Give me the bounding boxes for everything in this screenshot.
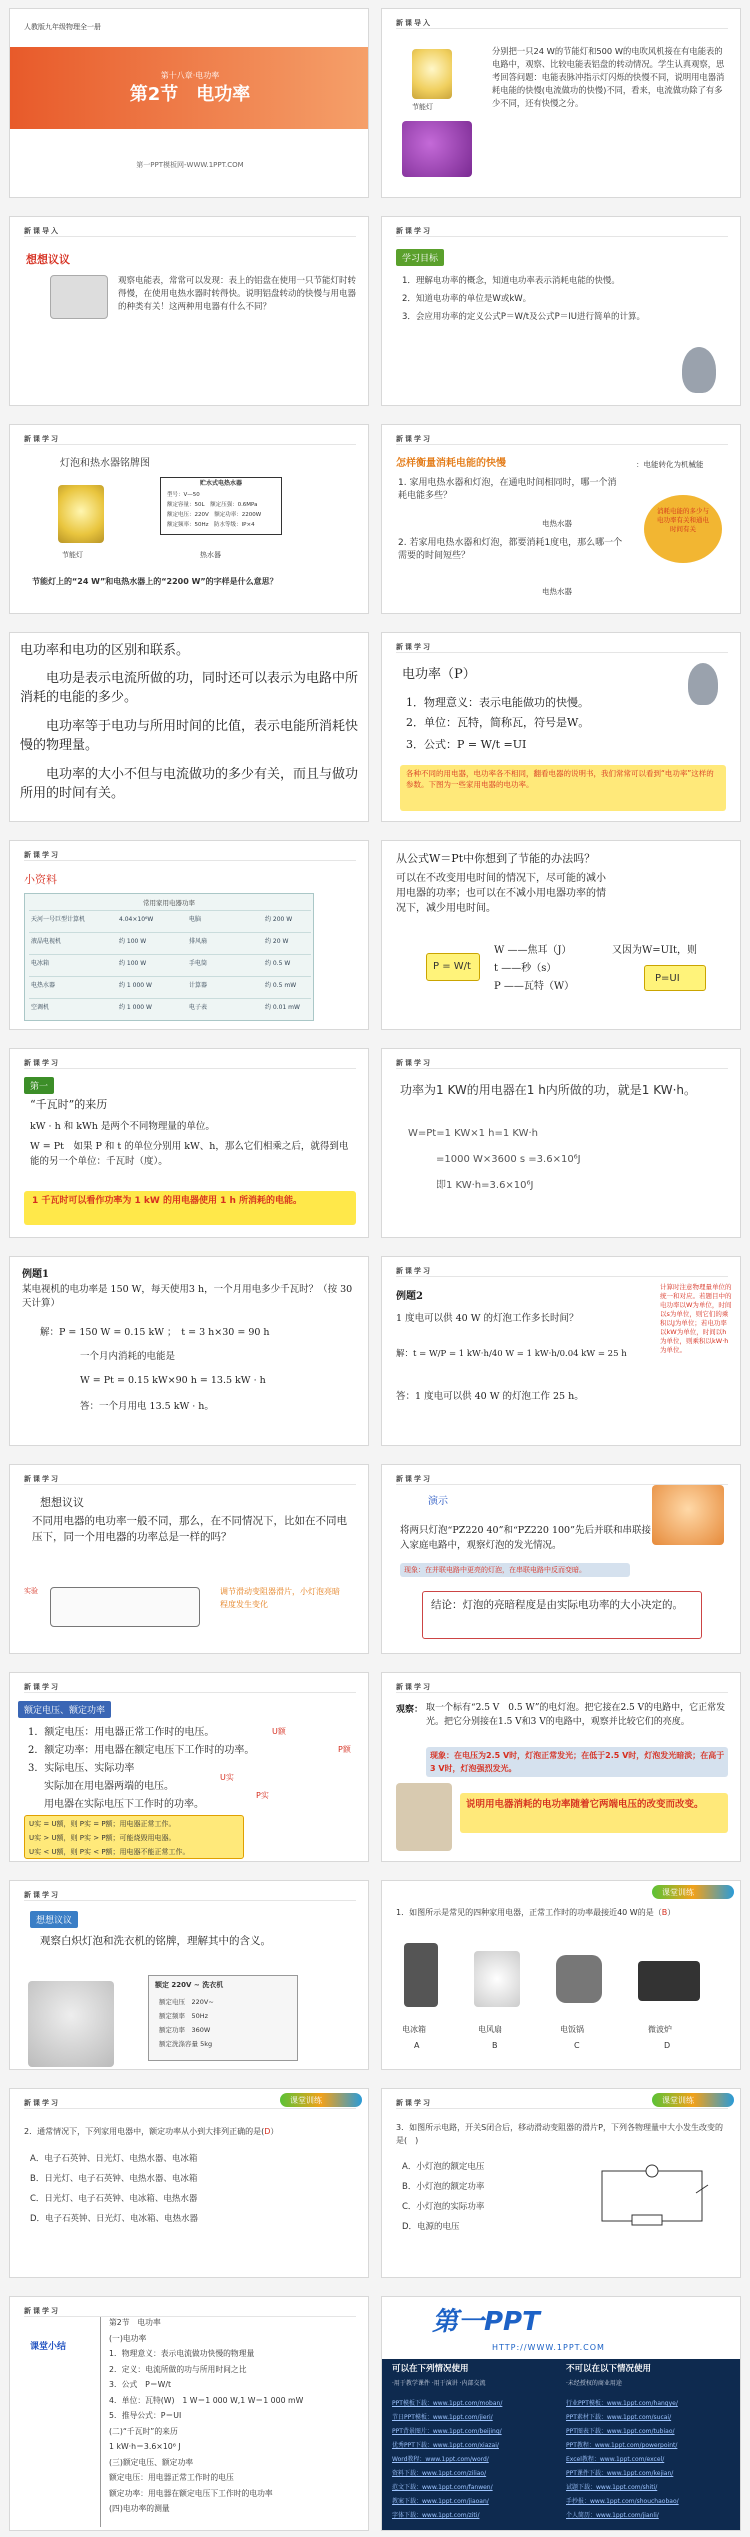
slide-header: 新课学习 — [24, 1059, 60, 1067]
practice3-option: B．小灯泡的额定功率 — [402, 2182, 485, 2192]
slide-practice-2 — [9, 2088, 369, 2278]
option-label: 电风扇 — [478, 2025, 502, 2034]
table-title: 常用家用电器功率 — [143, 899, 195, 907]
summary-line: 1 kW·h＝3.6×10⁶ J — [109, 2442, 181, 2451]
summary-line: 1．物理意义：表示电流做功快慢的物理量 — [109, 2349, 255, 2358]
example1-step2: 一个月内消耗的电能是 — [80, 1351, 176, 1362]
fan-image — [474, 1951, 520, 2007]
resource-link[interactable]: PPT教程：www.1ppt.com/powerpoint/ — [566, 2442, 678, 2449]
discuss-title: 想想议议 — [40, 1496, 84, 1509]
microwave-image — [638, 1961, 700, 2001]
table-row — [29, 932, 311, 952]
usage-forbidden: ·未经授权的商业用途 — [566, 2380, 622, 2387]
also-text: 又因为W=UIt，则 — [612, 945, 698, 956]
plate-line: 额定电压：220V 额定功率：2200W — [167, 512, 262, 518]
student-image — [652, 1485, 724, 1545]
slide-discuss — [9, 1464, 369, 1654]
u-actual-symbol: U实 — [220, 1773, 234, 1782]
slide-header: 新课导入 — [24, 227, 60, 235]
slide-observe — [381, 1672, 741, 1862]
demo-result-box — [400, 1563, 630, 1577]
usage-allowed-title: 可以在下列情况使用 — [392, 2364, 469, 2374]
slide-save-energy — [381, 840, 741, 1030]
slide-compare — [9, 632, 369, 822]
example1-answer: 答：一个月用电 13.5 kW · h。 — [80, 1401, 214, 1412]
plate-line: 额定容量：50L 额定压强：0.6MPa — [167, 502, 258, 508]
power-note: 各种不同的用电器，电功率各不相同，翻看电器的说明书，我们常常可以看到“电功率”这样的参数。下图为一些家用电器的电功率。 — [406, 769, 714, 789]
table-cell: 液晶电视机 — [31, 938, 62, 945]
meter-image — [50, 275, 108, 319]
resource-link[interactable]: 资料下载：www.1ppt.com/ziliao/ — [392, 2470, 487, 2477]
slide-header: 新课学习 — [24, 2307, 60, 2315]
slide-header: 新课学习 — [396, 1267, 432, 1275]
practice-label: 课堂训练 — [662, 1888, 694, 1897]
book-title: 人教版九年级物理全一册 — [24, 23, 101, 31]
power-meaning: 1．物理意义：表示电能做功的快慢。 — [406, 696, 589, 709]
brand-logo: 第一PPT — [432, 2307, 540, 2337]
lamp-image — [58, 485, 104, 543]
plate-title: 贮水式电热水器 — [199, 480, 242, 487]
practice2-question: 2．通常情况下，下列家用电器中，额定功率从小到大排列正确的是(D） — [24, 2127, 279, 2136]
option-label: 电冰箱 — [402, 2025, 426, 2034]
goals-tag: 学习目标 — [396, 249, 444, 266]
resource-link[interactable]: 优秀PPT下载：www.1ppt.com/xiazai/ — [392, 2442, 499, 2449]
table-cell: 4.04×10⁶W — [119, 916, 154, 923]
example1-step3: W = Pt = 0.15 kW×90 h = 13.5 kW · h — [80, 1375, 266, 1386]
slide-power-def — [381, 632, 741, 822]
summary-line: (三)额定电压、额定功率 — [109, 2457, 194, 2467]
kwh-box — [24, 1191, 356, 1225]
table-cell: 天河一号巨型计算机 — [31, 916, 86, 923]
practice3-question: 3．如图所示电路，开关S闭合后，移动滑动变阻器的滑片P，下列各物理量中大小发生改变的是( ) — [396, 2123, 723, 2145]
summary-line: 5．推导公式：P＝UI — [109, 2411, 182, 2420]
resource-link[interactable]: 试题下载：www.1ppt.com/shiti/ — [566, 2484, 658, 2491]
case-over: U实 > U额，则 P实 > P额；可能烧毁用电器。 — [29, 1834, 176, 1842]
slide-think — [9, 216, 369, 406]
bulb-image — [28, 1981, 114, 2067]
observe-conclusion-box — [460, 1793, 728, 1833]
hint-bubble — [644, 495, 722, 563]
table-cell: 电脑 — [189, 916, 202, 923]
washer-plate-line: 额定功率 360W — [159, 2026, 211, 2034]
practice-banner — [652, 1885, 734, 1899]
slide-header: 新课学习 — [24, 435, 60, 443]
hint-text: 消耗电能的多少与电功率有关和通电时间有关 — [657, 507, 709, 533]
resource-link[interactable]: Excel教程：www.1ppt.com/excel/ — [566, 2456, 665, 2463]
demo-text: 将两只灯泡“PZ220 40”和“PZ220 100”先后并联和串联接入家庭电路中，观察灯泡的发光情况。 — [400, 1525, 651, 1551]
rated-cases-box — [24, 1815, 244, 1859]
washer-plate-title: 额定 220V ~ 洗衣机 — [155, 1981, 224, 1989]
save-question: 从公式W＝Pt中你想到了节能的办法吗？ — [396, 852, 596, 865]
slide-summary — [9, 2296, 369, 2531]
demo-conclusion: 结论：灯泡的亮暗程度是由实际电功率的大小决定的。 — [431, 1599, 683, 1611]
table-cell: 电热水器 — [31, 982, 56, 989]
plate-line: 型号：V—50 — [167, 492, 200, 498]
slide-kwh-origin — [9, 1048, 369, 1238]
slide-cover — [9, 8, 369, 198]
usage-allowed: ·用于教学课件 ·用于演讲 ·内部交流 — [392, 2380, 486, 2387]
resource-link[interactable]: PPT图表下载：www.1ppt.com/tubiao/ — [566, 2428, 675, 2435]
formula-1: P = W/t — [433, 961, 471, 972]
practice1-answer: B — [661, 1908, 668, 1917]
practice2-option: D．电子石英钟、日光灯、电冰箱、电热水器 — [30, 2214, 199, 2224]
observe-text: 取一个标有“2.5 V 0.5 W”的电灯泡。把它接在2.5 V的电路中，它正常发光。把它分别接在1.5 V和3 V的电路中，观察并比较它们的亮度。 — [426, 1703, 726, 1727]
slide-intro — [381, 8, 741, 198]
slide-header: 新课学习 — [24, 2099, 60, 2107]
slide-kwh-calc — [381, 1048, 741, 1238]
kwh-calc-l3: =1000 W×3600 s =3.6×10⁶J — [436, 1154, 581, 1165]
formula-box-1 — [426, 953, 480, 981]
circuit-image — [50, 1587, 200, 1627]
slide-end — [381, 2296, 741, 2531]
slide-example-1 — [9, 1256, 369, 1446]
slide-measure — [381, 424, 741, 614]
table-row — [29, 998, 311, 1018]
observe-conclusion: 说明用电器消耗的电功率随着它两端电压的改变而改变。 — [466, 1799, 704, 1810]
summary-list — [100, 2317, 360, 2527]
table-cell: 约 1 000 W — [119, 982, 152, 989]
actual-title: 3．实际电压、实际功率 — [28, 1763, 135, 1774]
table-cell: 电子表 — [189, 1004, 208, 1011]
slide-practice-3 — [381, 2088, 741, 2278]
chapter-label: 第十八章·电功率 — [160, 71, 220, 80]
table-cell: 约 1 000 W — [119, 1004, 152, 1011]
practice2-option: B．日光灯、电子石英钟、电热水器、电冰箱 — [30, 2174, 198, 2184]
resource-link[interactable]: 教案下载：www.1ppt.com/jiaoan/ — [392, 2498, 489, 2505]
lamp-caption: 节能灯 — [412, 103, 433, 111]
table-cell: 约 20 W — [265, 938, 289, 945]
nameplate-title: 灯泡和热水器铭牌图 — [60, 458, 150, 469]
resource-link[interactable]: PPT模板下载：www.1ppt.com/moban/ — [392, 2400, 503, 2407]
p-actual-symbol: P实 — [256, 1791, 269, 1800]
example2-answer: 答：1 度电可以供 40 W 的灯泡工作 25 h。 — [396, 1391, 584, 1402]
cover-band — [10, 47, 369, 129]
resource-link[interactable]: Word教程：www.1ppt.com/word/ — [392, 2456, 489, 2463]
unit-tip: 计算时注意物理量单位的统一和对应。若题目中的电功率以W为单位，时间以s为单位，则它们的乘积以J为单位；若电功率以kW为单位，时间以h为单位，则乘积以kW·h为单位。 — [660, 1283, 732, 1354]
example2-solution: 解：t = W/P = 1 kW·h/40 W = 1 kW·h/0.04 kW = 25 h — [396, 1349, 627, 1359]
heater-label-2: 电热水器 — [542, 587, 572, 596]
kwh-box-text: 1 千瓦时可以看作功率为 1 kW 的用电器使用 1 h 所消耗的电能。 — [32, 1196, 303, 1206]
heater-caption: 热水器 — [200, 551, 221, 559]
rated-tag: 额定电压、额定功率 — [18, 1701, 111, 1718]
goal-3: 3．会应用功率的定义公式P＝W/t及公式P＝IU进行简单的计算。 — [402, 312, 645, 322]
table-row — [29, 976, 311, 996]
practice-banner — [652, 2093, 734, 2107]
rice-cooker-image — [556, 1955, 602, 2003]
summary-line: (一)电功率 — [109, 2333, 147, 2343]
summary-tag: 课堂小结 — [30, 2342, 67, 2352]
power-note-box — [400, 765, 726, 811]
think-text: 观察电能表，常常可以发现：表上的铝盘在使用一只节能灯时转得慢，在使用电热水器时转得快。说明铝盘转动的快慢与用电器的种类有关！这两种用电器有什么不同？ — [118, 276, 357, 312]
table-cell: 约 0.01 mW — [265, 1004, 300, 1011]
actual-voltage: 实际加在用电器两端的电压。 — [44, 1781, 174, 1792]
summary-line: (四)电功率的测量 — [109, 2504, 170, 2513]
compare-p1: 电功是表示电流所做的功，同时还可以表示为电路中所消耗的电能的多少。 — [20, 671, 359, 705]
slide-data — [9, 840, 369, 1030]
practice3-option: C．小灯泡的实际功率 — [402, 2202, 485, 2212]
practice2-option: A．电子石英钟、日光灯、电热水器、电冰箱 — [30, 2154, 198, 2164]
resource-link[interactable]: 节日PPT模板：www.1ppt.com/jieri/ — [392, 2414, 493, 2421]
heater-nameplate — [160, 477, 282, 535]
kwh-calc-l2: W=Pt=1 KW×1 h=1 KW·h — [408, 1128, 539, 1139]
slide-header: 新课学习 — [24, 1475, 60, 1483]
measure-q2: 2. 若家用电热水器和灯泡，都要消耗1度电，那么哪一个需要的时间短些？ — [398, 538, 623, 561]
slide-header: 新课学习 — [396, 2099, 432, 2107]
power-title: 电功率（P） — [402, 667, 476, 682]
unit-t: t ——秒（s） — [494, 963, 557, 974]
practice3-option: A．小灯泡的额定电压 — [402, 2162, 485, 2172]
u-rated-symbol: U额 — [272, 1727, 286, 1736]
practice-label: 课堂训练 — [290, 2096, 322, 2105]
hair-dryer-image — [402, 121, 472, 177]
practice2-answer: D — [264, 2127, 271, 2136]
rated-power: 2．额定功率：用电器在额定电压下工作时的功率。 — [28, 1745, 255, 1756]
summary-line: 第2节 电功率 — [109, 2318, 161, 2327]
summary-line: 2．定义：电流所做的功与所用时间之比 — [109, 2364, 247, 2374]
appliance-table — [24, 893, 314, 1021]
compare-title: 电功率和电功的区别和联系。 — [20, 643, 190, 658]
rated-voltage: 1．额定电压：用电器正常工作时的电压。 — [28, 1727, 215, 1738]
measure-note: ：电能转化为机械能 — [636, 460, 704, 469]
case-equal: U实 = U额，则 P实 = P额；用电器正常工作。 — [29, 1820, 176, 1828]
table-cell: 约 0.5 W — [265, 960, 291, 967]
measure-q1: 1. 家用电热水器和灯泡，在通电时间相同时，哪一个消耗电能多些？ — [398, 478, 617, 501]
practice2-option: C．日光灯、电子石英钟、电冰箱、电热水器 — [30, 2194, 198, 2204]
observe-phenomenon: 现象：在电压为2.5 V时，灯泡正常发光；在低于2.5 V时，灯泡发光暗淡；在高于3 V时，灯泡强烈发光。 — [430, 1751, 725, 1773]
slide-header: 新课学习 — [396, 1683, 432, 1691]
resource-link[interactable]: 范文下载：www.1ppt.com/fanwen/ — [392, 2484, 493, 2491]
experiment-label: 实验 — [24, 1587, 38, 1595]
power-formula: 3．公式：P = W/t =UI — [406, 738, 527, 751]
option-letter: C — [574, 2041, 580, 2050]
summary-line: 3．公式 P＝W/t — [109, 2380, 172, 2389]
kwh-title: “千瓦时”的来历 — [30, 1098, 108, 1111]
observe-label: 观察： — [396, 1705, 424, 1715]
kwh-l2: W = Pt 如果 P 和 t 的单位分别用 kW、h，那么它们相乘之后，就得到电能的另一个单位：千瓦时（度）。 — [30, 1141, 349, 1167]
unit-w: W ——焦耳（J） — [494, 945, 572, 956]
washer-plate-line: 额定频率 50Hz — [159, 2012, 209, 2020]
resource-link[interactable]: PPT课件下载：www.1ppt.com/kejian/ — [566, 2470, 674, 2477]
resource-link[interactable]: PPT素材下载：www.1ppt.com/sucai/ — [566, 2414, 672, 2421]
cover-title: 第2节 电功率 — [129, 84, 251, 105]
resource-link[interactable]: 手抄报：www.1ppt.com/shouchaobao/ — [566, 2498, 679, 2505]
table-cell: 排风扇 — [189, 938, 208, 945]
resource-link[interactable]: 行业PPT模板：www.1ppt.com/hangye/ — [566, 2400, 678, 2407]
discuss-text: 不同用电器的电功率一般不同，那么，在不同情况下，比如在不同电压下，同一个用电器的功率总是一样的吗？ — [32, 1515, 347, 1543]
slide-nameplate — [9, 424, 369, 614]
practice3-circuit — [592, 2163, 712, 2229]
table-cell: 空调机 — [31, 1004, 50, 1011]
heater-label: 电热水器 — [542, 519, 572, 528]
slide-header: 新课学习 — [24, 1683, 60, 1691]
table-cell: 约 100 W — [119, 938, 147, 945]
goal-1: 1．理解电功率的概念，知道电功率表示消耗电能的快慢。 — [402, 276, 620, 286]
example1-title: 例题1 — [22, 1269, 49, 1280]
table-cell: 电冰箱 — [31, 960, 50, 967]
brand-url: HTTP://WWW.1PPT.COM — [492, 2343, 605, 2352]
slide-header: 新课学习 — [396, 1059, 432, 1067]
formula-box-2 — [644, 965, 706, 991]
example2-title: 例题2 — [396, 1291, 423, 1302]
think-title: 想想议议 — [26, 253, 70, 266]
table-cell: 约 0.5 mW — [265, 982, 297, 989]
resource-link[interactable]: PPT背景图片：www.1ppt.com/beijing/ — [392, 2428, 502, 2435]
lamp-socket-image — [396, 1783, 452, 1851]
compare-p2: 电功率等于电功与所用时间的比值，表示电能所消耗快慢的物理量。 — [20, 719, 359, 753]
summary-line: (二)“千瓦时”的来历 — [109, 2426, 178, 2436]
mouse-mascot — [682, 347, 716, 393]
slide-goals — [381, 216, 741, 406]
case-under: U实 < U额，则 P实 < P额；用电器不能正常工作。 — [29, 1848, 190, 1856]
summary-line: 4．单位：瓦特(W) 1 W＝1 000 W,1 W＝1 000 mW — [109, 2395, 304, 2405]
section-tag: 第一 — [24, 1077, 54, 1094]
slide-header: 新课学习 — [396, 227, 432, 235]
discuss-tag: 想想议议 — [30, 1911, 78, 1928]
demo-title: 演示 — [428, 1496, 448, 1507]
table-cell: 手电筒 — [189, 960, 208, 967]
mouse-mascot — [688, 663, 718, 705]
slide-header: 新课学习 — [24, 851, 60, 859]
example2-question: 1 度电可以供 40 W 的灯泡工作多长时间？ — [396, 1313, 579, 1324]
fridge-image — [404, 1943, 438, 2007]
nameplate-question: 节能灯上的“24 W”和电热水器上的“2200 W”的字样是什么意思？ — [32, 577, 278, 586]
slide-demo — [381, 1464, 741, 1654]
demo-result: 现象：在并联电路中更亮的灯泡，在串联电路中反而变暗。 — [404, 1566, 586, 1574]
resource-link[interactable]: 字体下载：www.1ppt.com/ziti/ — [392, 2512, 480, 2519]
table-cell: 约 100 W — [119, 960, 147, 967]
slide-header: 新课学习 — [396, 643, 432, 651]
kwh-l1: kW · h 和 kWh 是两个不同物理量的单位。 — [30, 1121, 215, 1132]
option-label: 微波炉 — [648, 2025, 672, 2034]
observe-phenomenon-box — [426, 1747, 728, 1777]
slide-practice-1 — [381, 1880, 741, 2070]
actual-power: 用电器在实际电压下工作时的功率。 — [44, 1799, 204, 1810]
summary-line: 额定电压：用电器正常工作时的电压 — [109, 2473, 234, 2482]
power-unit: 2．单位：瓦特，简称瓦，符号是W。 — [406, 716, 590, 729]
data-title: 小资料 — [24, 873, 57, 886]
intro-text: 分别把一只24 W的节能灯和500 W的电吹风机接在有电能表的电路中，观察、比较电能表铝盘的转动情况。学生认真观察，思考回答问题：电能表脉冲指示灯闪烁的快慢不同，说明用电器消耗电能的快慢(电流做功的快慢)不同，看来，电流做功除了有多少不同，还有快慢之分。 — [492, 46, 725, 108]
practice1-question: 1．如图所示是常见的四种家用电器，正常工作时的功率最接近40 W的是（B） — [396, 1908, 676, 1917]
energy-lamp-image — [412, 49, 452, 99]
experiment-note: 调节滑动变阻器滑片，小灯泡亮暗程度发生变化 — [220, 1587, 340, 1609]
example1-step1: 解：P = 150 W = 0.15 kW ； t = 3 h×30 = 90 h — [40, 1327, 270, 1338]
summary-line: 额定功率：用电器在额定电压下工作时的电功率 — [109, 2488, 273, 2498]
washer-plate-line: 额定洗涤容量 5kg — [159, 2040, 213, 2048]
resource-link[interactable]: 个人简历：www.1ppt.com/jianli/ — [566, 2512, 659, 2519]
end-panel — [382, 2359, 741, 2531]
example1-question: 某电视机的电功率是 150 W，每天使用3 h，一个月用电多少千瓦时？（按 30 天计算） — [22, 1284, 353, 1309]
slide-example-2 — [381, 1256, 741, 1446]
plate-line: 额定频率：50Hz 防水等级：IP×4 — [167, 522, 255, 528]
practice3-option: D．电源的电压 — [402, 2222, 460, 2232]
usage-forbidden-title: 不可以在以下情况使用 — [566, 2364, 652, 2374]
formula-2: P=UI — [655, 973, 680, 984]
lamp-caption: 节能灯 — [62, 551, 83, 559]
goal-2: 2．知道电功率的单位是W或kW。 — [402, 294, 532, 304]
slide-rated — [9, 1672, 369, 1862]
washer-plate-line: 额定电压 220V~ — [159, 1998, 214, 2006]
slide-header: 新课导入 — [396, 19, 432, 27]
save-answer: 可以在不改变用电时间的情况下，尽可能的减小用电器的功率；也可以在不减小用电器功率的情况下，减少用电时间。 — [396, 873, 606, 914]
option-letter: A — [414, 2041, 420, 2050]
plates-text: 观察白炽灯泡和洗衣机的铭牌，理解其中的含义。 — [40, 1935, 271, 1947]
cover-footer: 第一PPT模板网-WWW.1PPT.COM — [136, 161, 244, 169]
p-rated-symbol: P额 — [338, 1745, 351, 1754]
table-cell: 计算器 — [189, 982, 208, 989]
option-letter: B — [492, 2041, 498, 2050]
option-label: 电饭锅 — [560, 2025, 584, 2034]
washer-plate — [148, 1975, 298, 2061]
practice-banner — [280, 2093, 362, 2107]
kwh-calc-l1: 功率为1 KW的用电器在1 h内所做的功，就是1 KW·h。 — [400, 1083, 696, 1097]
demo-conclusion-box — [422, 1591, 702, 1639]
kwh-calc-l4: 即1 KW·h=3.6×10⁶J — [436, 1180, 534, 1191]
table-row — [29, 910, 311, 930]
slide-discuss-plates — [9, 1880, 369, 2070]
slide-header: 新课学习 — [396, 1475, 432, 1483]
unit-p: P ——瓦特（W） — [494, 981, 575, 992]
table-row — [29, 954, 311, 974]
table-cell: 约 200 W — [265, 916, 293, 923]
compare-p3: 电功率的大小不但与电流做功的多少有关，而且与做功所用的时间有关。 — [20, 767, 359, 801]
option-letter: D — [664, 2041, 671, 2050]
slide-header: 新课学习 — [24, 1891, 60, 1899]
measure-title: 怎样衡量消耗电能的快慢 — [396, 458, 506, 469]
practice-label: 课堂训练 — [662, 2096, 694, 2105]
slide-header: 新课学习 — [396, 435, 432, 443]
